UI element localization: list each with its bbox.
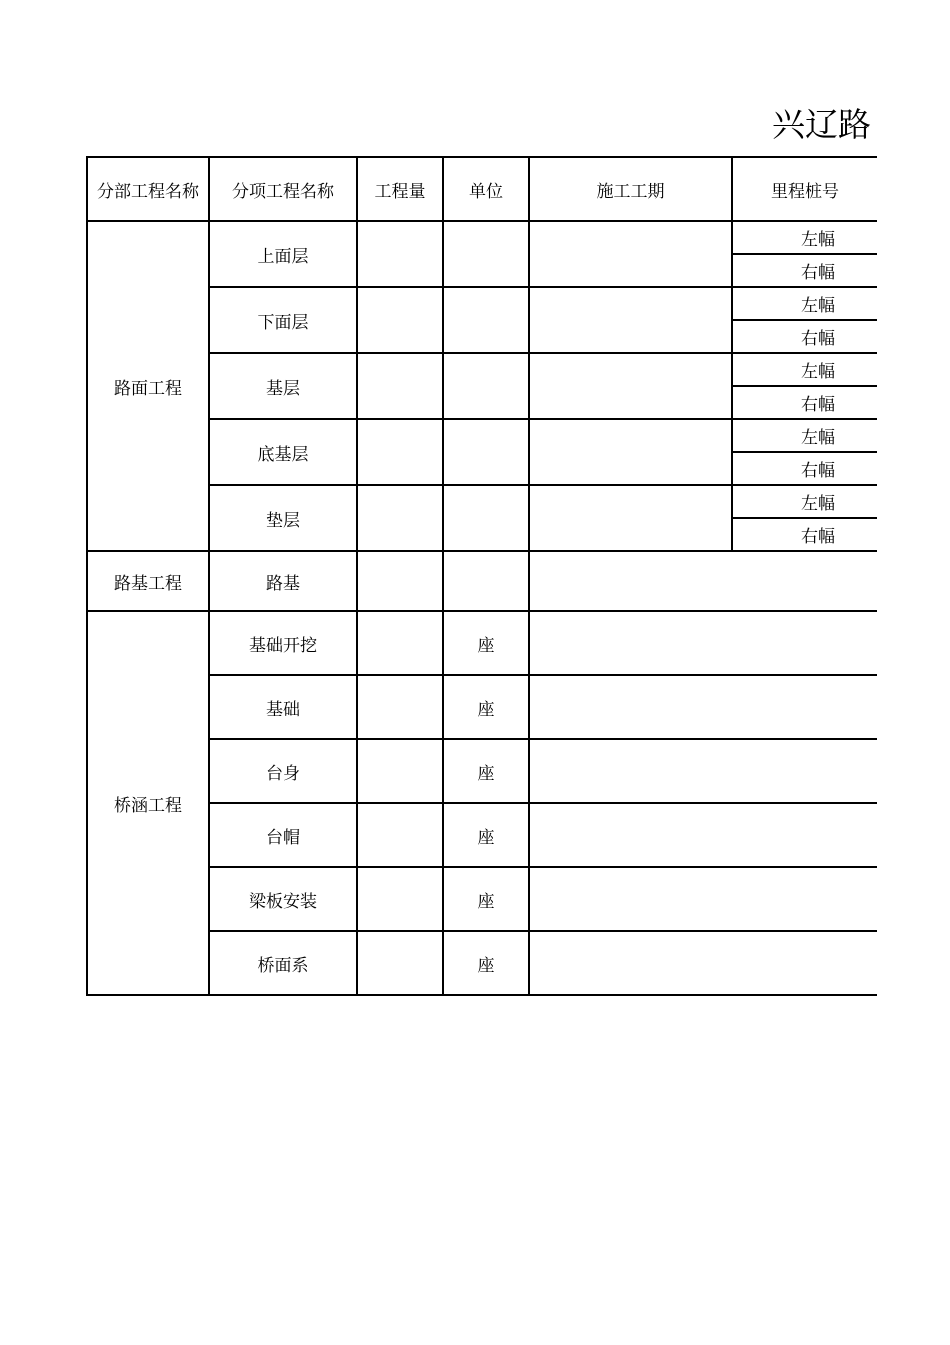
right-lane-label: 右幅 — [732, 320, 877, 353]
item-cell: 台身 — [209, 739, 357, 803]
quantity-cell[interactable] — [357, 353, 443, 419]
quantity-cell[interactable] — [357, 675, 443, 739]
left-lane-label: 左幅 — [732, 287, 877, 320]
unit-cell[interactable] — [443, 551, 529, 611]
period-cell[interactable] — [529, 931, 877, 995]
left-lane-label: 左幅 — [732, 485, 877, 518]
header-station: 里程桩号 — [732, 157, 877, 221]
header-period: 施工工期 — [529, 157, 732, 221]
left-lane-label: 左幅 — [732, 419, 877, 452]
item-cell: 桥面系 — [209, 931, 357, 995]
left-lane-label: 左幅 — [732, 353, 877, 386]
item-cell: 路基 — [209, 551, 357, 611]
period-cell[interactable] — [529, 353, 732, 419]
unit-cell[interactable] — [443, 485, 529, 551]
period-cell[interactable] — [529, 287, 732, 353]
unit-cell[interactable] — [443, 419, 529, 485]
quantity-cell[interactable] — [357, 551, 443, 611]
header-unit: 单位 — [443, 157, 529, 221]
header-division: 分部工程名称 — [87, 157, 209, 221]
item-cell: 基层 — [209, 353, 357, 419]
division-subgrade: 路基工程 — [87, 551, 209, 611]
period-cell[interactable] — [529, 867, 877, 931]
unit-cell: 座 — [443, 931, 529, 995]
period-cell[interactable] — [529, 485, 732, 551]
division-bridge: 桥涵工程 — [87, 611, 209, 995]
unit-cell: 座 — [443, 803, 529, 867]
left-lane-label: 左幅 — [732, 221, 877, 254]
quantity-cell[interactable] — [357, 221, 443, 287]
period-cell[interactable] — [529, 803, 877, 867]
quantity-cell[interactable] — [357, 611, 443, 675]
sheet-title: 兴辽路 — [772, 105, 871, 144]
period-cell[interactable] — [529, 419, 732, 485]
item-cell: 垫层 — [209, 485, 357, 551]
item-cell: 底基层 — [209, 419, 357, 485]
period-cell[interactable] — [529, 611, 877, 675]
unit-cell: 座 — [443, 739, 529, 803]
period-cell[interactable] — [529, 739, 877, 803]
quantity-cell[interactable] — [357, 803, 443, 867]
table-row — [87, 611, 877, 675]
period-cell[interactable] — [529, 551, 877, 611]
period-cell[interactable] — [529, 221, 732, 287]
right-lane-label: 右幅 — [732, 386, 877, 419]
unit-cell[interactable] — [443, 353, 529, 419]
header-row — [87, 157, 877, 221]
item-cell: 台帽 — [209, 803, 357, 867]
unit-cell: 座 — [443, 675, 529, 739]
quantity-cell[interactable] — [357, 485, 443, 551]
division-pavement: 路面工程 — [87, 221, 209, 551]
unit-cell: 座 — [443, 867, 529, 931]
table-row — [87, 221, 877, 254]
item-cell: 梁板安装 — [209, 867, 357, 931]
item-cell: 上面层 — [209, 221, 357, 287]
item-cell: 基础 — [209, 675, 357, 739]
unit-cell[interactable] — [443, 221, 529, 287]
quantity-cell[interactable] — [357, 287, 443, 353]
unit-cell[interactable] — [443, 287, 529, 353]
unit-cell: 座 — [443, 611, 529, 675]
table-row — [87, 551, 877, 611]
quantity-cell[interactable] — [357, 867, 443, 931]
quantity-cell[interactable] — [357, 419, 443, 485]
item-cell: 下面层 — [209, 287, 357, 353]
header-item: 分项工程名称 — [209, 157, 357, 221]
period-cell[interactable] — [529, 675, 877, 739]
right-lane-label: 右幅 — [732, 518, 877, 551]
schedule-table-viewport — [86, 156, 839, 1008]
right-lane-label: 右幅 — [732, 452, 877, 485]
right-lane-label: 右幅 — [732, 254, 877, 287]
header-quantity: 工程量 — [357, 157, 443, 221]
schedule-table — [86, 156, 877, 996]
quantity-cell[interactable] — [357, 931, 443, 995]
item-cell: 基础开挖 — [209, 611, 357, 675]
quantity-cell[interactable] — [357, 739, 443, 803]
